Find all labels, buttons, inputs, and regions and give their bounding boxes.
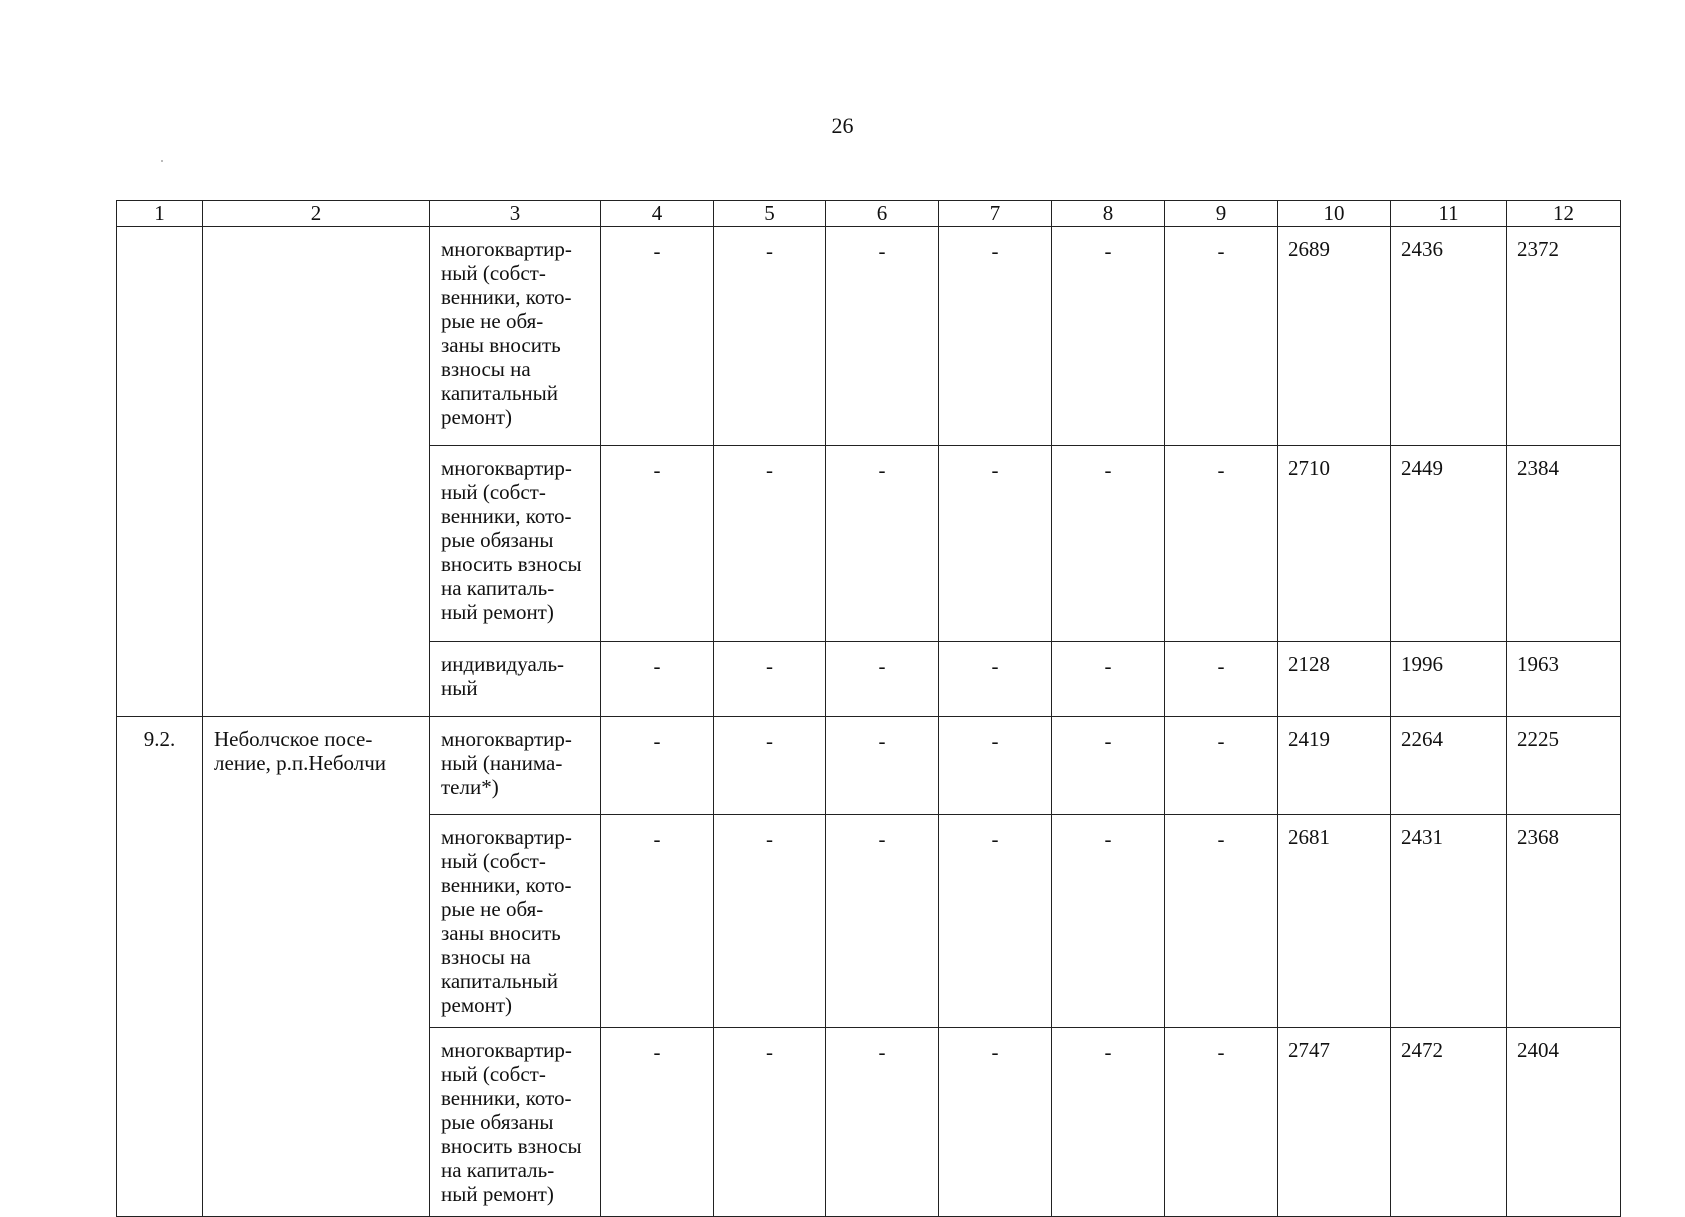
value-cell: - — [714, 1028, 826, 1217]
row-number-cell: 9.2. — [117, 717, 203, 1217]
column-header: 12 — [1507, 201, 1621, 227]
value-cell: - — [1052, 446, 1165, 642]
value-cell: 2472 — [1391, 1028, 1507, 1217]
column-header: 6 — [826, 201, 939, 227]
value-cell: - — [601, 717, 714, 815]
value-cell: - — [601, 227, 714, 446]
value-cell: - — [1165, 227, 1278, 446]
value-cell: - — [601, 1028, 714, 1217]
housing-type-cell: многоквартир- ный (собст- венники, кото- рые не обя- заны вносить взносы на капитальный ремонт) — [430, 815, 601, 1028]
value-cell: - — [939, 717, 1052, 815]
value-cell: - — [939, 815, 1052, 1028]
value-cell: - — [826, 1028, 939, 1217]
value-cell: 2689 — [1278, 227, 1391, 446]
value-cell: 2128 — [1278, 642, 1391, 717]
value-cell: - — [1052, 227, 1165, 446]
value-cell: 2431 — [1391, 815, 1507, 1028]
value-cell: - — [939, 446, 1052, 642]
table-row — [117, 227, 1621, 446]
value-cell: - — [601, 446, 714, 642]
value-cell: - — [826, 815, 939, 1028]
value-cell: - — [826, 227, 939, 446]
housing-type-cell: многоквартир- ный (собст- венники, кото- рые не обя- заны вносить взносы на капитальный ремонт) — [430, 227, 601, 446]
column-header: 10 — [1278, 201, 1391, 227]
housing-type-cell: индивидуаль- ный — [430, 642, 601, 717]
value-cell: - — [939, 642, 1052, 717]
value-cell: 2436 — [1391, 227, 1507, 446]
value-cell: 2372 — [1507, 227, 1621, 446]
value-cell: - — [1165, 717, 1278, 815]
value-cell: 2449 — [1391, 446, 1507, 642]
value-cell: 2404 — [1507, 1028, 1621, 1217]
value-cell: - — [1165, 815, 1278, 1028]
value-cell: - — [939, 1028, 1052, 1217]
value-cell: 1996 — [1391, 642, 1507, 717]
column-header: 5 — [714, 201, 826, 227]
column-header: 2 — [203, 201, 430, 227]
value-cell: - — [714, 642, 826, 717]
value-cell: 2264 — [1391, 717, 1507, 815]
value-cell: - — [714, 717, 826, 815]
value-cell: - — [1052, 717, 1165, 815]
value-cell: 2681 — [1278, 815, 1391, 1028]
value-cell: 2384 — [1507, 446, 1621, 642]
column-header: 9 — [1165, 201, 1278, 227]
column-header: 1 — [117, 201, 203, 227]
value-cell: - — [714, 446, 826, 642]
value-cell: - — [1052, 642, 1165, 717]
column-header: 11 — [1391, 201, 1507, 227]
column-number-row — [117, 201, 1621, 227]
value-cell: - — [1165, 446, 1278, 642]
value-cell: - — [714, 815, 826, 1028]
scan-speck — [161, 160, 163, 162]
value-cell: 2368 — [1507, 815, 1621, 1028]
value-cell: 2225 — [1507, 717, 1621, 815]
value-cell: - — [1165, 642, 1278, 717]
value-cell: - — [1052, 1028, 1165, 1217]
value-cell: - — [1165, 1028, 1278, 1217]
column-header: 8 — [1052, 201, 1165, 227]
housing-type-cell: многоквартир- ный (собст- венники, кото- рые обязаны вносить взносы на капиталь- ный ремонт) — [430, 446, 601, 642]
column-header: 3 — [430, 201, 601, 227]
value-cell: 2747 — [1278, 1028, 1391, 1217]
value-cell: - — [939, 227, 1052, 446]
housing-type-cell: многоквартир- ный (нанима- тели*) — [430, 717, 601, 815]
value-cell: - — [601, 642, 714, 717]
tariff-table — [116, 200, 1621, 1217]
housing-type-cell: многоквартир- ный (собст- венники, кото- рые обязаны вносить взносы на капиталь- ный ремонт) — [430, 1028, 601, 1217]
value-cell: - — [826, 642, 939, 717]
table-row — [117, 717, 1621, 815]
value-cell: 2710 — [1278, 446, 1391, 642]
value-cell: 2419 — [1278, 717, 1391, 815]
value-cell: - — [714, 227, 826, 446]
column-header: 4 — [601, 201, 714, 227]
row-number-cell — [117, 227, 203, 717]
value-cell: - — [601, 815, 714, 1028]
page-number: 26 — [831, 113, 854, 138]
settlement-cell — [203, 227, 430, 717]
value-cell: 1963 — [1507, 642, 1621, 717]
value-cell: - — [826, 717, 939, 815]
column-header: 7 — [939, 201, 1052, 227]
value-cell: - — [1052, 815, 1165, 1028]
settlement-cell: Неболчское посе- ление, р.п.Неболчи — [203, 717, 430, 1217]
value-cell: - — [826, 446, 939, 642]
